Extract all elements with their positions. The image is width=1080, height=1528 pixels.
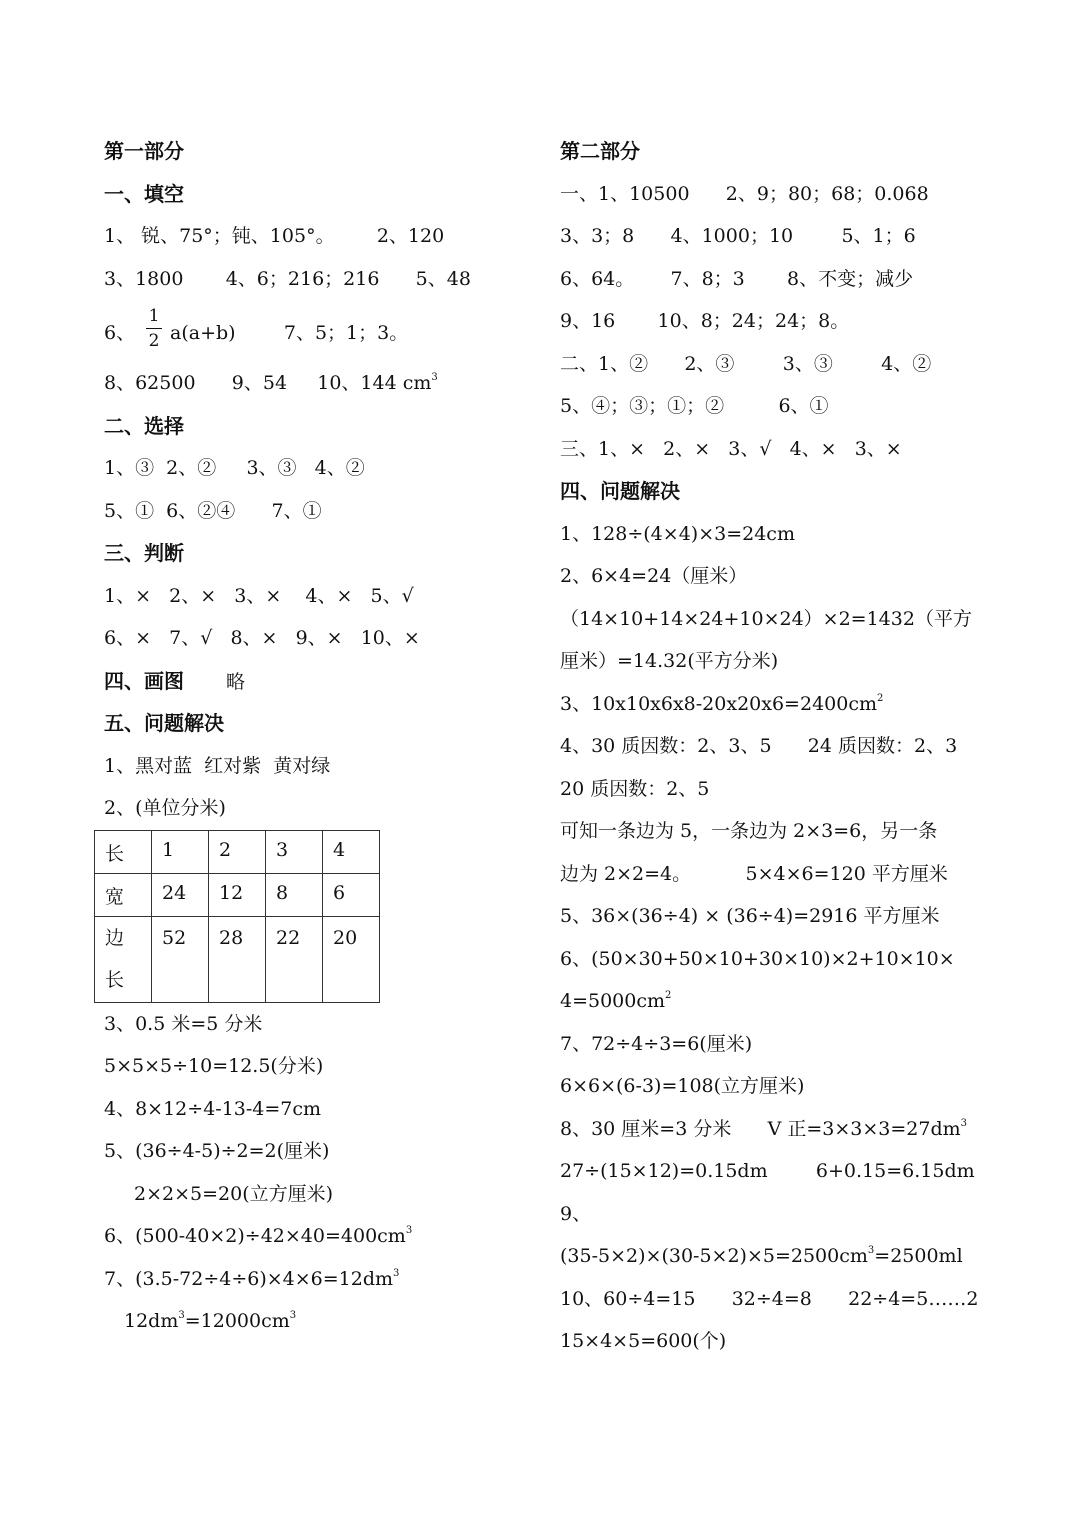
superscript: 3 xyxy=(178,1310,185,1321)
table-cell: 20 xyxy=(323,916,380,1002)
fraction-denominator: 2 xyxy=(146,328,162,353)
table-row xyxy=(95,830,380,873)
answer-line: 边为 2×2=4。 5×4×6=120 平方厘米 xyxy=(560,862,948,885)
table-cell: 3 xyxy=(266,830,323,873)
answer-line: 2、(单位分米) xyxy=(104,797,226,819)
answer-line: 可知一条边为 5，一条边为 2×3=6，另一条 xyxy=(560,820,938,842)
superscript: 2 xyxy=(877,692,884,704)
drawing-note: 略 xyxy=(226,670,246,693)
answer-text: 12dm xyxy=(124,1310,179,1332)
answer-line: 3、0.5 米=5 分米 xyxy=(104,1012,263,1035)
answer-text: a(a+b) 7、5；1；3。 xyxy=(170,322,409,344)
answer-line: 6、(50×30+50×10+30×10)×2+10×10× xyxy=(560,947,955,970)
superscript: 3 xyxy=(289,1310,297,1321)
answer-text: 3、10x10x6x8-20x20x6=2400cm xyxy=(560,692,877,715)
table-cell: 22 xyxy=(266,916,323,1002)
section-problem-title: 四、问题解决 xyxy=(560,479,680,503)
answer-line: 6、64。 7、8；3 8、不变；减少 xyxy=(560,267,914,290)
part-one-title: 第一部分 xyxy=(104,139,184,163)
answer-line: 5、(36÷4-5)÷2=2(厘米) xyxy=(104,1140,330,1162)
answer-line: （14×10+14×24+10×24）×2=1432（平方 xyxy=(560,607,972,630)
table-cell: 28 xyxy=(209,916,266,1002)
answer-text: =2500ml xyxy=(874,1245,963,1267)
table-cell: 52 xyxy=(152,916,209,1002)
answer-text: =12000cm xyxy=(184,1310,290,1332)
left-column xyxy=(104,130,524,1343)
section-choice-title: 二、选择 xyxy=(104,413,184,438)
superscript: 3 xyxy=(960,1117,968,1129)
answer-line: 4、8×12÷4-13-4=7cm xyxy=(104,1097,322,1120)
table-cell: 4 xyxy=(323,830,380,873)
superscript: 3 xyxy=(431,372,438,383)
answer-line: 厘米）=14.32(平方分米) xyxy=(560,650,779,672)
superscript: 3 xyxy=(867,1245,875,1256)
table-cell xyxy=(95,916,152,1002)
answer-text: 7、(3.5-72÷4÷6)×4×6=12dm xyxy=(104,1267,394,1290)
answer-line-fraction xyxy=(104,300,524,362)
cell-text: 长 xyxy=(105,968,125,991)
answer-line xyxy=(560,683,1000,726)
answer-line: 7、72÷4÷3=6(厘米) xyxy=(560,1032,753,1055)
table-row xyxy=(95,873,380,916)
answer-line: 4、30 质因数：2、3、5 24 质因数：2、3 xyxy=(560,735,958,757)
superscript: 3 xyxy=(405,1225,413,1236)
right-column xyxy=(560,130,1000,1363)
answer-line: 1、 锐、75°；钝、105°。 2、120 xyxy=(104,225,445,247)
table-cell: 1 xyxy=(152,830,209,873)
answer-line: 6、× 7、√ 8、× 9、× 10、× xyxy=(104,627,420,649)
answer-line: 15×4×5=600(个) xyxy=(560,1330,727,1352)
answer-line: 2、6×4=24（厘米） xyxy=(560,565,748,587)
answer-line xyxy=(560,1108,1000,1151)
answer-line xyxy=(104,1300,524,1343)
answer-line: 20 质因数：2、5 xyxy=(560,777,710,800)
section-problem-title: 五、问题解决 xyxy=(104,711,224,735)
table-cell: 12 xyxy=(209,873,266,916)
superscript: 2 xyxy=(665,990,672,1001)
superscript: 3 xyxy=(393,1267,400,1279)
section-fill-blank-title: 一、填空 xyxy=(104,181,184,206)
answer-text: 6、(500-40×2)÷42×40=400cm xyxy=(104,1225,406,1247)
table-cell: 6 xyxy=(323,873,380,916)
answer-line: 3、1800 4、6；216；216 5、48 xyxy=(104,267,471,290)
fraction-numerator: 1 xyxy=(148,306,160,326)
section-drawing-line xyxy=(104,660,524,703)
answer-line: 5×5×5÷10=12.5(分米) xyxy=(104,1055,324,1077)
answer-line: 1、× 2、× 3、× 4、× 5、√ xyxy=(104,584,414,607)
answer-line xyxy=(104,1215,524,1258)
section-drawing-title: 四、画图 xyxy=(104,668,184,693)
answer-line xyxy=(104,1258,524,1301)
table-cell: 8 xyxy=(266,873,323,916)
answer-line: 5、① 6、②④ 7、① xyxy=(104,499,322,522)
answer-line: 1、黑对蓝 红对紫 黄对绿 xyxy=(104,754,331,777)
answer-line: 一、1、10500 2、9；80；68；0.068 xyxy=(560,182,929,205)
cell-text: 边 xyxy=(105,926,125,949)
answer-prefix: 6、 xyxy=(104,322,136,344)
table-cell: 宽 xyxy=(95,873,152,916)
table-cell: 2 xyxy=(209,830,266,873)
table-row xyxy=(95,916,380,1002)
answer-line: 9、 xyxy=(560,1202,592,1225)
answer-line: 二、1、② 2、③ 3、③ 4、② xyxy=(560,352,932,375)
answer-line: 1、③ 2、② 3、③ 4、② xyxy=(104,457,365,479)
answer-text: 8、30 厘米=3 分米 V 正=3×3×3=27dm xyxy=(560,1117,961,1140)
fraction xyxy=(146,304,162,353)
answer-line: 2×2×5=20(立方厘米) xyxy=(134,1182,334,1205)
answer-line: 27÷(15×12)=0.15dm 6+0.15=6.15dm xyxy=(560,1160,975,1182)
answer-line: 10、60÷4=15 32÷4=8 22÷4=5……2 xyxy=(560,1287,979,1310)
answer-line: 5、④；③；①；② 6、① xyxy=(560,395,829,417)
section-judge-title: 三、判断 xyxy=(104,541,184,565)
answer-line: 6×6×(6-3)=108(立方厘米) xyxy=(560,1075,805,1097)
answer-line: 5、36×(36÷4) × (36÷4)=2916 平方厘米 xyxy=(560,905,940,927)
part-two-title: 第二部分 xyxy=(560,139,640,163)
table-cell: 长 xyxy=(95,830,152,873)
answer-line: 9、16 10、8；24；24；8。 xyxy=(560,310,850,332)
answer-line: 1、128÷(4×4)×3=24cm xyxy=(560,522,795,545)
answer-line: 3、3；8 4、1000；10 5、1；6 xyxy=(560,225,916,247)
answer-text: 4=5000cm xyxy=(560,990,666,1012)
answer-text: (35-5×2)×(30-5×2)×5=2500cm xyxy=(560,1245,868,1267)
dimension-table xyxy=(94,830,380,1003)
answer-line xyxy=(560,1235,1000,1278)
answer-line: 三、1、× 2、× 3、√ 4、× 3、× xyxy=(560,437,902,460)
answer-line xyxy=(560,980,1000,1023)
answer-line xyxy=(104,362,524,405)
answer-text: 8、62500 9、54 10、144 cm xyxy=(104,372,432,394)
table-cell: 24 xyxy=(152,873,209,916)
